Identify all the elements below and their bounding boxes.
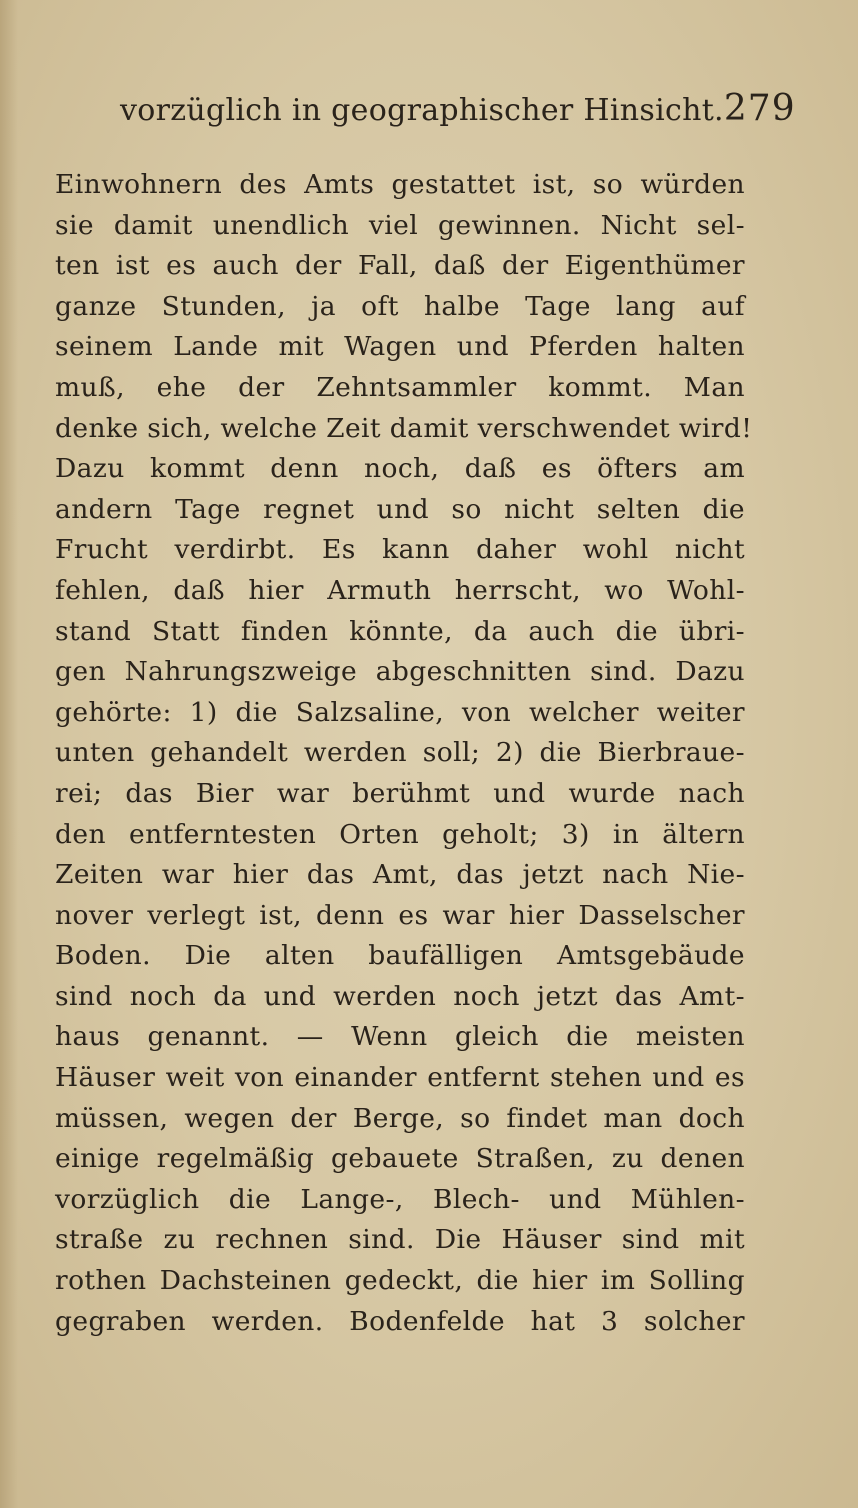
text-line: seinem Lande mit Wagen und Pferden halten xyxy=(55,331,745,363)
text-line: Dazu kommt denn noch, daß es öfters am xyxy=(55,453,745,485)
text-line: denke sich, welche Zeit damit verschwendet wird! xyxy=(55,412,753,444)
text-line: gen Nahrungszweige abgeschnitten sind. Dazu xyxy=(55,656,745,688)
text-line: andern Tage regnet und so nicht selten die xyxy=(55,493,745,525)
page-number: 279 xyxy=(723,88,796,129)
text-line: Frucht verdirbt. Es kann daher wohl nicht xyxy=(55,534,745,566)
text-line: sie damit unendlich viel gewinnen. Nicht sel- xyxy=(55,209,745,241)
text-line: nover verlegt ist, denn es war hier Dasselscher xyxy=(55,899,745,931)
text-line: Boden. Die alten baufälligen Amtsgebäude xyxy=(55,940,745,972)
text-line: Einwohnern des Amts gestattet ist, so würden xyxy=(55,169,745,200)
text-line: rei; das Bier war berühmt und wurde nach xyxy=(55,777,745,809)
text-line: einige regelmäßig gebauete Straßen, zu denen xyxy=(55,1143,745,1175)
text-line: ganze Stunden, ja oft halbe Tage lang auf xyxy=(55,290,745,322)
body-text xyxy=(55,165,753,1342)
text-line: haus genannt. — Wenn gleich die meisten xyxy=(55,1021,745,1053)
text-line: gehörte: 1) die Salzsaline, von welcher weiter xyxy=(55,696,745,728)
text-line: Zeiten war hier das Amt, das jetzt nach Nie- xyxy=(55,859,745,891)
text-line: sind noch da und werden noch jetzt das Amt- xyxy=(55,980,745,1012)
text-line: muß, ehe der Zehntsammler kommt. Man xyxy=(55,371,745,403)
text-line: Häuser weit von einander entfernt stehen und es xyxy=(55,1062,745,1094)
text-line: ten ist es auch der Fall, daß der Eigenthümer xyxy=(55,250,745,282)
text-line: vorzüglich die Lange-, Blech- und Mühlen- xyxy=(55,1183,745,1215)
text-line: stand Statt finden könnte, da auch die übri- xyxy=(55,615,745,647)
text-line: müssen, wegen der Berge, so findet man doch xyxy=(55,1102,745,1134)
text-line: rothen Dachsteinen gedeckt, die hier im Solling xyxy=(55,1265,745,1297)
text-line: den entferntesten Orten geholt; 3) in ältern xyxy=(55,818,745,850)
text-line: unten gehandelt werden soll; 2) die Bierbraue- xyxy=(55,737,745,769)
page-edge-shadow xyxy=(0,0,18,1508)
running-head: vorzüglich in geographischer Hinsicht. xyxy=(120,93,724,128)
text-line: gegraben werden. Bodenfelde hat 3 solcher xyxy=(55,1305,745,1337)
text-line: fehlen, daß hier Armuth herrscht, wo Wohl- xyxy=(55,574,745,606)
text-line: straße zu rechnen sind. Die Häuser sind mit xyxy=(55,1224,745,1256)
page-header xyxy=(120,88,796,138)
